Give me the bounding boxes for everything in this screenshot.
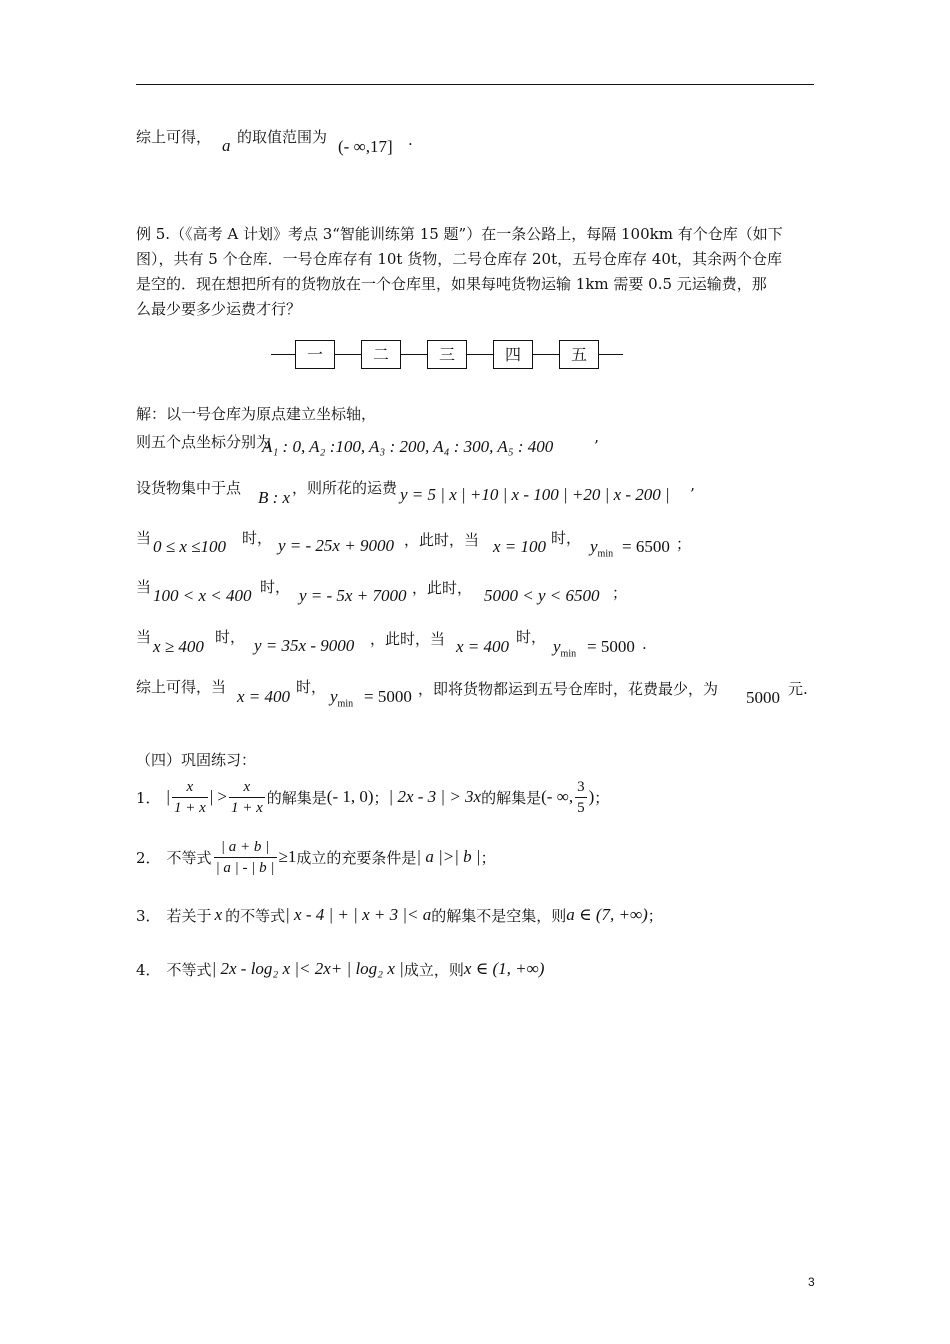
- q3-text2: 的不等式: [225, 906, 286, 925]
- q1-ans1: (- 1, 0): [326, 787, 374, 806]
- q4-text2: 成立，则: [403, 960, 464, 979]
- warehouse-box-5: 五: [559, 340, 599, 369]
- summary-line: [136, 127, 211, 147]
- case3-end: .: [642, 635, 647, 653]
- warehouse-box-4: 四: [493, 340, 533, 369]
- q1-text1: 的解集是: [266, 788, 327, 807]
- summary-text: 综上可得，: [136, 128, 212, 146]
- q2-end: ；: [480, 848, 496, 867]
- q1-num: 1．: [136, 788, 161, 807]
- q2-text1: 不等式: [166, 848, 212, 867]
- var-a: a: [222, 136, 231, 155]
- q3-ans: a ∈ (7, +∞): [566, 905, 648, 924]
- q3-end: ；: [647, 906, 663, 925]
- q1-ans2-post: ): [588, 787, 595, 806]
- q1-expr2: | 2x - 3 | > 3x: [388, 787, 482, 806]
- warehouse-box-2: 二: [361, 340, 401, 369]
- road-segment: [599, 354, 623, 355]
- example5-line1: 例 5.（《高考 A 计划》考点 3“智能训练第 15 题”）在一条公路上，每隔 100km 有个仓库（如下: [136, 225, 783, 243]
- q2-ans: | a |>| b |: [416, 847, 481, 866]
- conclusion-mid: ，即将货物都运到五号仓库时，花费最少，为: [418, 680, 719, 698]
- solution-intro: 解：以一号仓库为原点建立坐标轴，: [136, 405, 377, 423]
- conclusion-shi: 时，: [296, 678, 327, 696]
- case1-val: = 6500: [622, 537, 670, 556]
- case2-expr: y = - 5x + 7000: [299, 586, 407, 605]
- practice-q1: [136, 775, 609, 819]
- road-segment: [467, 354, 493, 355]
- case1-cond: 0 ≤ x ≤100: [153, 537, 226, 556]
- q1-bar: |: [166, 787, 170, 806]
- page-number: 3: [808, 1275, 815, 1289]
- coords-math: A₁ : 0, A₂ :100, A₃ : 200, A₄ : 300, A₅ : 400: [262, 437, 554, 456]
- cost-end: ’: [690, 485, 695, 503]
- conclusion-end: 元.: [788, 680, 808, 698]
- road-segment: [271, 354, 295, 355]
- case3-mid: ，此时，当: [370, 630, 446, 648]
- q1-sep: ；: [373, 788, 389, 807]
- q2-frac: $\frac{| a + b |}{| a | - | b |}$: [215, 838, 275, 876]
- q1-ans2-pre: (- ∞,: [541, 787, 574, 806]
- q4-expr: | 2x - log₂ x |< 2x+ | log₂ x |: [211, 959, 404, 978]
- q2-rel: ≥1: [278, 847, 297, 866]
- case2-end: ；: [612, 584, 628, 602]
- conclusion-amount: 5000: [746, 688, 780, 707]
- case1-mid: ，此时，当: [404, 531, 480, 549]
- q4-text1: 不等式: [166, 960, 212, 979]
- case3-shi: 时，: [215, 628, 246, 646]
- case2-cond: 100 < x < 400: [153, 586, 252, 605]
- case3-shi2: 时，: [516, 628, 547, 646]
- q3-var: x: [214, 905, 223, 924]
- q1-op: | >: [209, 787, 227, 806]
- range-end: .: [408, 131, 413, 149]
- case2-mid: ，此时，: [412, 579, 473, 597]
- warehouse-box-3: 三: [427, 340, 467, 369]
- case1-shi2: 时，: [551, 529, 582, 547]
- q4-ans: x ∈ (1, +∞): [463, 959, 545, 978]
- q1-text2: 的解集是: [481, 788, 542, 807]
- conclusion-val: = 5000: [364, 687, 412, 706]
- header-rule: [136, 84, 814, 85]
- road-segment: [401, 354, 427, 355]
- case2-when: 当: [136, 578, 152, 596]
- case3-pt: x = 400: [456, 637, 510, 656]
- case1-end: ；: [676, 535, 692, 553]
- practice-q2: [136, 835, 496, 879]
- q1-end: ；: [594, 788, 610, 807]
- q3-text3: 的解集不是空集，则: [431, 906, 567, 925]
- conclusion-pt: x = 400: [237, 687, 291, 706]
- q1-ans2-frac: $\frac{3}{5}$: [577, 778, 585, 816]
- case3-ymin: $y_{min}$: [553, 637, 577, 660]
- warehouse-box-1: 一: [295, 340, 335, 369]
- set-label: 设货物集中于点: [136, 479, 242, 497]
- case1-ymin: $y_{min}$: [590, 537, 614, 560]
- coords-end: ’: [594, 437, 599, 455]
- range-value: (- ∞,17]: [338, 137, 393, 156]
- q3-expr: | x - 4 | + | x + 3 |< a: [285, 905, 432, 924]
- q1-frac2: $\frac{x}{1 + x}$: [230, 778, 263, 816]
- range-text: 的取值范围为: [237, 128, 328, 146]
- practice-q4: [136, 954, 544, 984]
- example5-line2: 图），共有 5 个仓库．一号仓库存有 10t 货物，二号仓库存 20t，五号仓库存 40t，其余两个仓库: [136, 250, 782, 268]
- case2-range: 5000 < y < 6500: [484, 586, 600, 605]
- case2-shi: 时，: [260, 578, 291, 596]
- practice-q3: [136, 900, 663, 930]
- q1-frac1: $\frac{x}{1 + x}$: [173, 778, 206, 816]
- case3-when: 当: [136, 628, 152, 646]
- conclusion-pre: 综上可得，当: [136, 678, 227, 696]
- case3-cond: x ≥ 400: [153, 637, 204, 656]
- coords-label: 则五个点坐标分别为: [136, 433, 272, 451]
- set-point: B : x: [258, 488, 291, 507]
- q2-num: 2．: [136, 848, 161, 867]
- road-segment: [335, 354, 361, 355]
- q2-text2: 成立的充要条件是: [296, 848, 417, 867]
- case3-expr: y = 35x - 9000: [254, 636, 355, 655]
- q3-num: 3．: [136, 906, 161, 925]
- case3-val: = 5000: [587, 637, 635, 656]
- conclusion-ymin: $y_{min}$: [330, 687, 354, 710]
- cost-math: y = 5 | x | +10 | x - 100 | +20 | x - 200 |: [400, 485, 670, 504]
- cost-label: ，则所花的运费: [292, 479, 398, 497]
- road-segment: [533, 354, 559, 355]
- example5-line4: 么最少要多少运费才行？: [136, 300, 302, 318]
- case1-expr: y = - 25x + 9000: [278, 536, 394, 555]
- example5-line3: 是空的．现在想把所有的货物放在一个仓库里，如果每吨货物运输 1km 需要 0.5 元运输费，那: [136, 275, 767, 293]
- case1-shi: 时，: [242, 529, 273, 547]
- q3-text1: 若关于: [166, 906, 212, 925]
- practice-heading: （四）巩固练习：: [136, 751, 257, 769]
- case1-when: 当: [136, 529, 152, 547]
- q4-num: 4．: [136, 960, 161, 979]
- case1-pt: x = 100: [493, 537, 547, 556]
